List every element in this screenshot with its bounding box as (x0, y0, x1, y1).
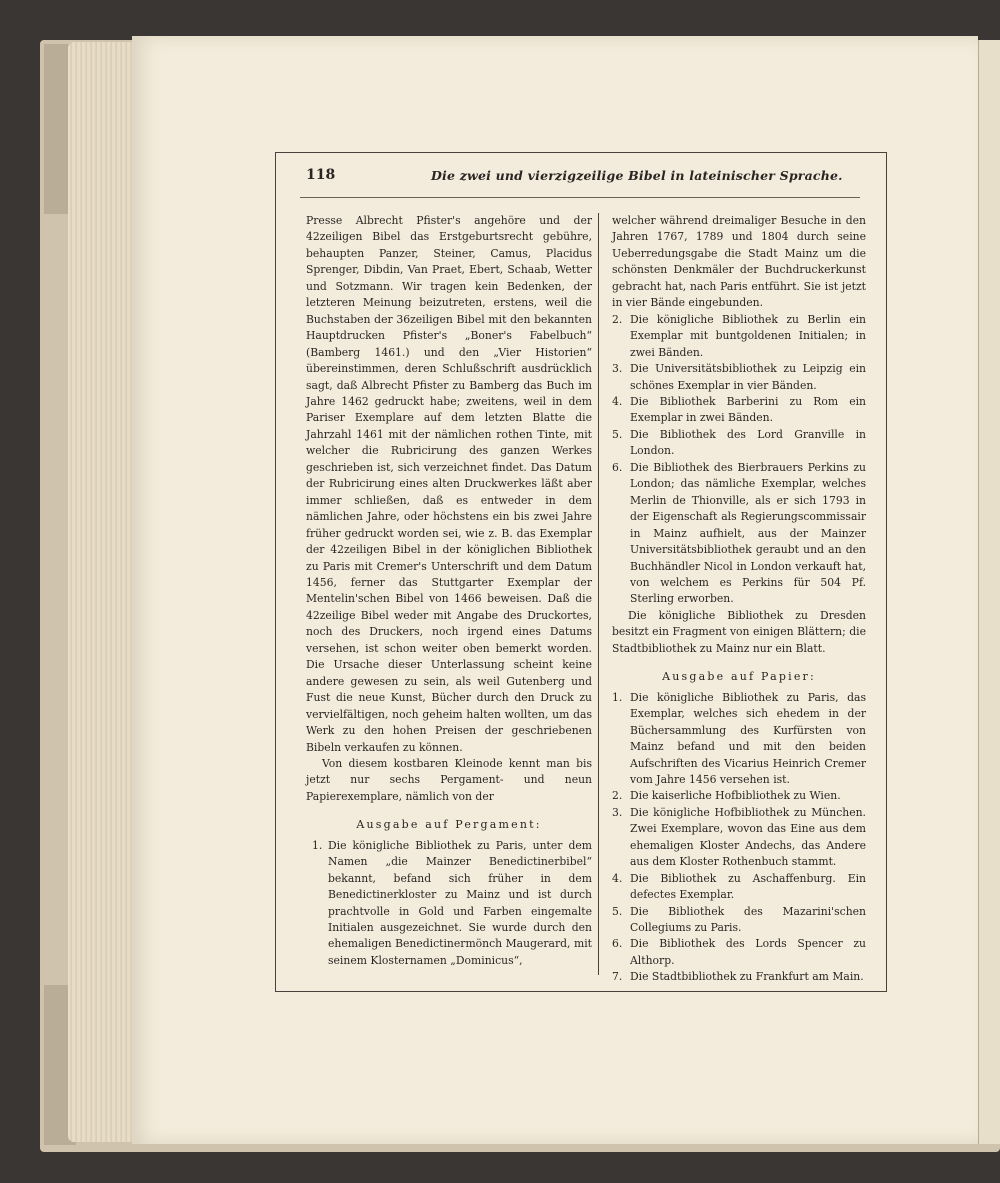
list-text: Die Bibliothek des Mazarini'schen Collegiums zu Paris. (630, 904, 866, 935)
list-number: 2. (612, 789, 623, 803)
paragraph: Von diesem kostbaren Kleinode kennt man bis jetzt nur sechs Pergament- und neun Papierexemplare, nämlich von der (306, 756, 592, 803)
pergament-list (306, 838, 592, 970)
header-rule (300, 197, 860, 198)
list-text: Die Bibliothek Barberini zu Rom ein Exemplar in zwei Bänden. (630, 394, 866, 425)
list-item (612, 460, 866, 608)
list-number: 5. (612, 427, 623, 441)
list-item (612, 394, 866, 427)
list-text: Die königliche Hofbibliothek zu München. Zwei Exemplare, wovon das Eine aus dem ehemaligen Kloster Andechs, das Andere aus dem Kloster Rothenbuch stammt. (630, 805, 866, 869)
list-text: Die kaiserliche Hofbibliothek zu Wien. (630, 789, 841, 803)
papier-list (612, 690, 866, 986)
list-number: 6. (612, 460, 623, 474)
list-item (306, 838, 592, 970)
list-number: 3. (612, 805, 623, 819)
list-item (612, 871, 866, 904)
list-item (612, 312, 866, 361)
page-number: 118 (306, 167, 336, 183)
list-item (612, 969, 866, 985)
list-item (612, 361, 866, 394)
list-item (612, 805, 866, 871)
list-text: Die Bibliothek des Bierbrauers Perkins zu London; das nämliche Exemplar, welches Merlin de Thionville, als er sich 1793 in der Eigenschaft als Regierungscommissair in Mainz aufhielt, aus der Mainzer Universitätsbibliothek geraubt und an den Buchhändler Nicol in London verkauft hat, von welchem es Perkins für 504 Pf. Sterling erworben. (630, 460, 866, 606)
list-number: 7. (612, 970, 623, 984)
left-column (306, 213, 592, 969)
list-number: 2. (612, 312, 623, 326)
list-text: Die Universitätsbibliothek zu Leipzig ein schönes Exemplar in vier Bänden. (630, 362, 866, 392)
list-text: Die Bibliothek zu Aschaffenburg. Ein defectes Exemplar. (630, 871, 866, 902)
list-number: 4. (612, 871, 623, 885)
list-number: 6. (612, 937, 623, 951)
page-header (276, 153, 886, 199)
paragraph: welcher während dreimaliger Besuche in den Jahren 1767, 1789 und 1804 durch seine Ueberredungsgabe die Stadt Mainz um die schönsten Denkmäler der Buchdruckerkunst gebracht hat, nach Paris entführt. Sie ist jetzt in vier Bände eingebunden. (612, 214, 866, 310)
running-head: Die zwei und vierzigzeilige Bibel in lateinischer Sprache. (431, 168, 843, 183)
pergament-list-continued (612, 312, 866, 608)
list-text: Die Bibliothek des Lord Granville in London. (630, 427, 866, 458)
list-item (612, 936, 866, 969)
list-text: Die königliche Bibliothek zu Paris, unter dem Namen „die Mainzer Benedictinerbibel“ bekannt, befand sich früher in dem Benedictinerkloster zu Mainz und ist durch prachtvolle in Gold und Farben eingemalte Initialen ausgezeichnet. Sie wurde durch den ehemaligen Benedictinermönch Maugerard, mit seinem Klosternamen „Dominicus“, (328, 838, 592, 967)
list-item (612, 690, 866, 789)
paragraph: Die königliche Bibliothek zu Dresden besitzt ein Fragment von einigen Blättern; die Stadtbibliothek zu Mainz nur ein Blatt. (612, 608, 866, 655)
list-number: 3. (612, 362, 623, 376)
section-heading-pergament: Ausgabe auf Pergament: (356, 818, 542, 832)
list-text: Die Bibliothek des Lords Spencer zu Althorp. (630, 937, 866, 967)
list-text: Die Stadtbibliothek zu Frankfurt am Main. (630, 970, 864, 984)
list-number: 5. (612, 904, 623, 918)
list-item (612, 904, 866, 937)
list-item (612, 788, 866, 804)
paragraph: Presse Albrecht Pfister's angehöre und der 42zeiligen Bibel das Erstgeburtsrecht gebühre, behaupten Panzer, Steiner, Camus, Placidus Sprenger, Dibdin, Van Praet, Ebert, Schaab, Wetter und Sotzmann. Wir tragen kein Bedenken, der letzteren Meinung beizutreten, erstens, weil die Buchstaben der 36zeiligen Bibel mit den bekannten Hauptdrucken Pfister's „Boner's Fabelbuch“ (Bamberg 1461.) und den „Vier Historien“ übereinstimmen, deren Schlußschrift ausdrücklich sagt, daß Albrecht Pfister zu Bamberg das Buch im Jahre 1462 gedruckt habe; zweitens, weil in dem Pariser Exemplare auf dem letzten Blatte die Jahrzahl 1461 mit der nämlichen rothen Tinte, mit welcher die Rubricirung des ganzen Werkes geschrieben ist, sich verzeichnet findet. Das Datum der Rubricirung eines alten Druckwerkes läßt aber immer schließen, daß es entweder in dem nämlichen Jahre, oder höchstens ein bis zwei Jahre früher gedruckt worden sei, wie z. B. das Exemplar der 42zeiligen Bibel in der königlichen Bibliothek zu Paris mit Cremer's Unterschrift und dem Datum 1456, ferner das Stuttgarter Exemplar der Mentelin'schen Bibel von 1466 beweisen. Daß die 42zeilige Bibel weder mit Angabe des Druckortes, noch des Druckers, noch irgend eines Datums versehen, ist schon weiter oben bemerkt worden. Die Ursache dieser Unterlassung scheint keine andere gewesen zu sein, als weil Gutenberg und Fust die neue Kunst, Bücher durch den Druck zu vervielfältigen, noch geheim halten wollten, um das Werk zu den hohen Preisen der geschriebenen Bibeln verkaufen zu können. (306, 214, 592, 754)
list-item (612, 427, 866, 460)
page-edges (68, 42, 138, 1142)
facing-page-edge (978, 40, 1000, 1144)
section-heading-papier: Ausgabe auf Papier: (662, 670, 816, 684)
list-number: 4. (612, 394, 623, 408)
column-divider (598, 213, 599, 975)
list-number: 1. (612, 690, 623, 704)
text-frame (275, 152, 887, 992)
right-column (612, 213, 866, 986)
list-number: 1. (312, 838, 323, 852)
list-text: Die königliche Bibliothek zu Paris, das Exemplar, welches sich ehedem in der Büchersammlung des Kurfürsten von Mainz befand und mit den beiden Aufschriften des Vicarius Heinrich Cremer vom Jahre 1456 versehen ist. (630, 690, 866, 786)
list-text: Die königliche Bibliothek zu Berlin ein Exemplar mit buntgoldenen Initialen; in zwei Bänden. (630, 312, 866, 359)
